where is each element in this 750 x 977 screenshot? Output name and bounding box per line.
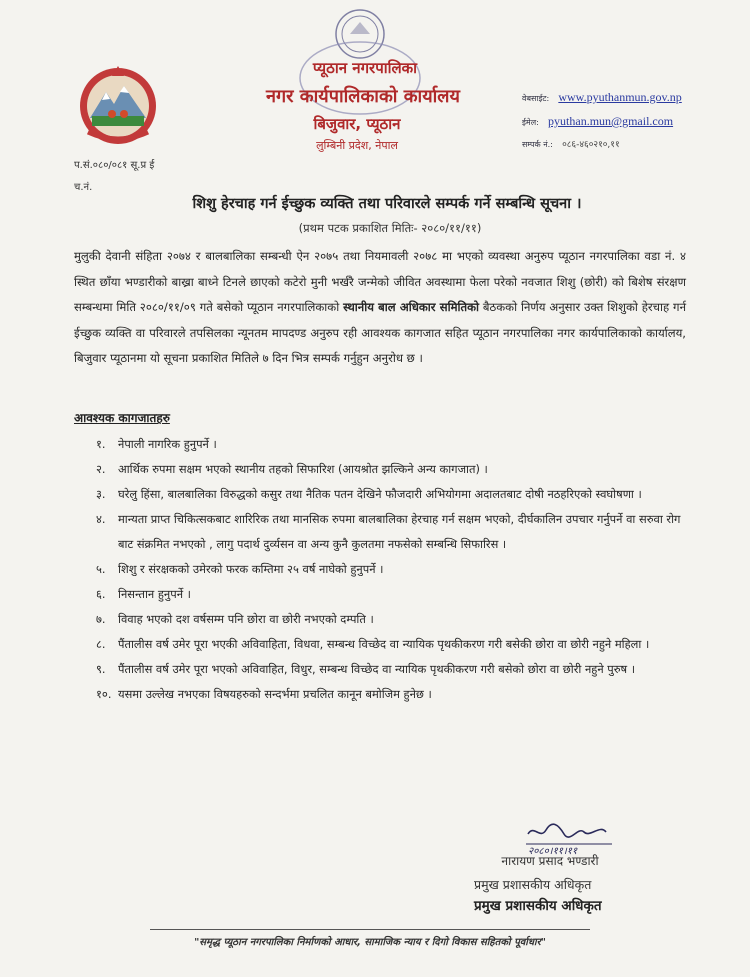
dispatch-number: च.नं. [74,182,93,193]
list-item: ८. पैंतालीस वर्ष उमेर पूरा भएकी अविवाहिता, विधवा, सम्बन्ध विच्छेद वा न्यायिक पृथकीकरण गरी बसेकी छोरा वा छोरी नहुने महिला । [96,637,650,651]
list-item: १०. यसमा उल्लेख नभएका विषयहरुको सन्दर्भमा प्रचलित कानून बमोजिम हुनेछ । [96,687,432,701]
list-item: ६. निसन्तान हुनुपर्ने । [96,587,191,601]
email-row [522,110,682,134]
contact-block [522,86,682,156]
signatory-name: नारायण प्रसाद भण्डारी [501,854,599,868]
website-row [522,86,682,110]
municipality-name: प्यूठान नगरपालिका [312,59,418,77]
email-link[interactable]: pyuthan.mun@gmail.com [548,114,674,128]
phone-row [522,134,682,156]
notice-body [74,244,686,372]
phone-number: ०८६-४६०२१०,११ [562,140,620,150]
requirements-heading: आवश्यक कागजातहरु [74,411,170,425]
list-item: १. नेपाली नागरिक हुनुपर्ने । [96,437,217,451]
body-text-2: बैठकको निर्णय अनुसार उक्त शिशुको हेरचाह गर्न ईच्छुक व्यक्ति वा परिवारले तपसिलका न्यूनतम मापदण्ड अनुरुप रही आवश्यक कागजात सहित प्यूठान नगरपालिका नगर कार्यपालिकाको कार्यालय, बिजुवार प्यूठानमा यो सूचना प्रकाशित मितिले ७ दिन भित्र सम्पर्क गर्नुहुन अनुरोध छ । [74,300,687,365]
list-item: ७. विवाह भएको दश वर्षसम्म पनि छोरा वा छोरी नभएको दम्पति । [96,612,374,626]
website-label: वेबसाईट: [522,94,550,103]
list-item: ५. शिशु र संरक्षकको उमेरको फरक कम्तिमा २५ वर्ष नाघेको हुनुपर्ने । [96,562,384,576]
office-province: लुम्बिनी प्रदेश, नेपाल [316,139,398,152]
list-item: २. आर्थिक रुपमा सक्षम भएको स्थानीय तहको सिफारिश (आयश्रोत झल्किने अन्य कागजात) । [96,462,488,476]
list-item: ९. पैंतालीस वर्ष उमेर पूरा भएको अविवाहित, विधुर, सम्बन्ध विच्छेद वा न्यायिक पृथकीकरण गरी बसेको छोरा वा छोरी नहुने पुरुष । [96,662,636,676]
email-label: ईमेल: [522,118,539,127]
list-item: ४. मान्यता प्राप्त चिकित्सकबाट शारिरिक तथा मानसिक रुपमा बालबालिका हेरचाह गर्न सक्षम भएको, दीर्घकालिन उपचार गर्नुपर्ने वा सरुवा रोग बाट संक्रमित नभएको , लागु पदार्थ दुर्व्यसन वा अन्य कुनै कुलतमा नफसेको सम्बन्धि सिफारिस । [96,512,681,551]
body-text-bold: स्थानीय बाल अधिकार समितिको [343,300,480,314]
notice-subject: शिशु हेरचाह गर्न ईच्छुक व्यक्ति तथा परिवारले सम्पर्क गर्ने सम्बन्धि सूचना । [192,196,582,212]
letter-number: प.सं.०८०/०८१ सू.प्र ई [74,160,155,171]
footer-slogan: "समृद्ध प्यूठान नगरपालिका निर्माणको आधार, सामाजिक न्याय र दिगो विकास सहितको पूर्वाधार" [194,937,546,948]
phone-label: सम्पर्क नं.: [522,140,553,149]
signatory-title: प्रमुख प्रशासकीय अधिकृत [474,877,592,892]
requirements-list [96,432,686,707]
office-city: बिजुवार, प्यूठान [313,115,401,133]
office-title: नगर कार्यपालिकाको कार्यालय [266,86,460,107]
svg-text:२०८०।११।११: २०८०।११।११ [528,846,578,857]
nepal-emblem-icon [76,62,160,146]
body-text-1: मुलुकी देवानी संहिता २०७४ र बालबालिका सम्बन्धी ऐन २०७५ तथा नियमावली २०७८ मा भएको व्यवस्था अनुरुप प्यूठान नगरपालिका वडा नं. ४ स्थित छाँया भण्डारीको बाख्रा बाध्ने टिनले छाएको कटेरो मुनी भर्खरै जन्मेको जीवित अवस्थामा फेला परेको नवजात शिशु (छोरी) को बिशेष संरक्षण सम्बन्धमा मिति २०८०/११/०९ गते बसेको प्यूठान नगरपालिकाको [74,249,686,314]
website-link[interactable]: www.pyuthanmun.gov.np [558,90,682,104]
footer-divider [150,929,590,930]
list-item: ३. घरेलु हिंसा, बालबालिका विरुद्धको कसुर तथा नैतिक पतन देखिने फौजदारी अभियोगमा अदालतबाट दोषी नठहरिएको स्वघोषणा । [96,487,642,501]
signatory-title-stamp: प्रमुख प्रशासकीय अधिकृत [474,898,602,914]
published-date: (प्रथम पटक प्रकाशित मितिः- २०८०/११/११) [298,221,482,235]
